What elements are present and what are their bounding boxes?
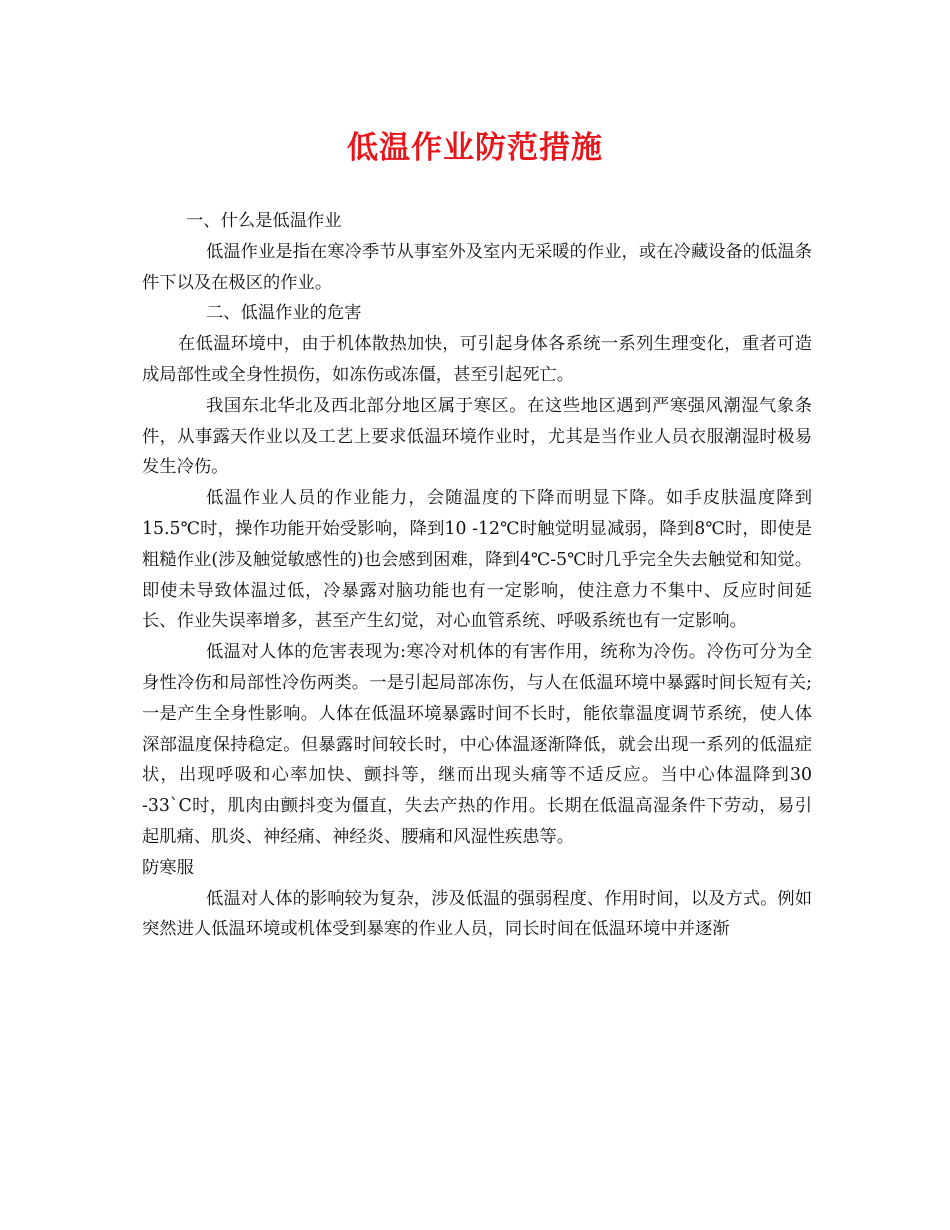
paragraph-hazard-intro: 在低温环境中，由于机体散热加快，可引起身体各系统一系列生理变化，重者可造成局部性或全身性损伤，如冻伤或冻僵，甚至引起死亡。 bbox=[142, 334, 812, 385]
paragraph-cold-injury: 低温对人体的危害表现为:寒冷对机体的有害作用，统称为冷伤。冷伤可分为全身性冷伤和局部性冷伤两类。一是引起局部冻伤，与人在低温环境中暴露时间长短有关;一是产生全身性影响。人体在低温环境暴露时间不长时，能依靠温度调节系统，使人体深部温度保持稳定。但暴露时间较长时，中心体温逐渐降低，就会出现一系列的低温症状，出现呼吸和心率加快、颤抖等，继而出现头痛等不适反应。当中心体温降到30 -33`C时，肌肉由颤抖变为僵直，失去产热的作用。长期在低温高湿条件下劳动，易引起肌痛、肌炎、神经痛、神经炎、腰痛和风湿性疾患等。 bbox=[142, 642, 812, 847]
paragraph-cold-regions: 我国东北华北及西北部分地区属于寒区。在这些地区遇到严寒强风潮湿气象条件，从事露天作业以及工艺上要求低温环境作业时，尤其是当作业人员衣服潮湿时极易发生冷伤。 bbox=[142, 395, 812, 478]
paragraph-work-ability: 低温作业人员的作业能力，会随温度的下降而明显下降。如手皮肤温度降到15.5℃时，操作功能开始受影响，降到10 -12℃时触觉明显减弱，降到8℃时，即使是粗糙作业(涉及触觉敏感性的)也会感到困难，降到4℃-5℃时几乎完全失去触觉和知觉。即使未导致体温过低，冷暴露对脑功能也有一定影响，使注意力不集中、反应时间延长、作业失误率增多，甚至产生幻觉，对心血管系统、呼吸系统也有一定影响。 bbox=[142, 488, 812, 632]
section-heading-1: 一、什么是低温作业 bbox=[186, 211, 342, 231]
paragraph-cold-clothing: 防寒服 bbox=[142, 857, 194, 878]
document-title: 低温作业防范措施 bbox=[347, 130, 603, 166]
paragraph-low-temp-effects: 低温对人体的影响较为复杂，涉及低温的强弱程度、作用时间，以及方式。例如突然进人低温环境或机体受到暴寒的作业人员，同长时间在低温环境中并逐渐 bbox=[142, 888, 812, 940]
section-heading-2: 二、低温作业的危害 bbox=[206, 303, 362, 324]
paragraph-definition: 低温作业是指在寒冷季节从事室外及室内无采暖的作业，或在冷藏设备的低温条件下以及在极区的作业。 bbox=[142, 241, 812, 293]
document-body bbox=[142, 206, 812, 945]
